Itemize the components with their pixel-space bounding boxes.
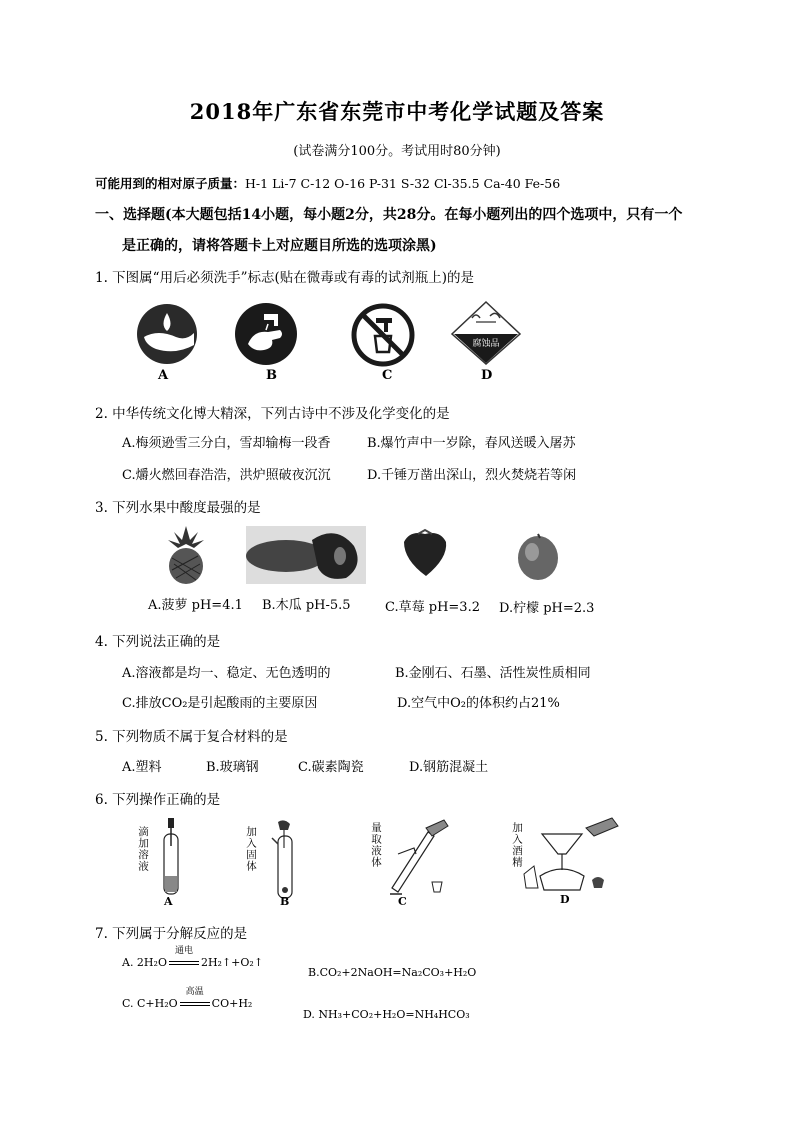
section-heading-line2: 是正确的，请将答题卡上对应题目所选的选项涂黑) — [122, 238, 437, 254]
sign-b-icon — [234, 302, 298, 366]
q7-a-condition: 通电 — [174, 946, 193, 956]
q6-vlabel-d: 加入酒精 — [511, 822, 523, 868]
q2-option-b: B.爆竹声中一岁除，春风送暖入屠苏 — [367, 436, 576, 451]
q2-option-d: D.千锤万凿出深山，烈火焚烧若等闲 — [367, 468, 577, 483]
sign-c-icon — [350, 302, 416, 368]
q4-option-a: A.溶液都是均一、稳定、无色透明的 — [122, 666, 331, 681]
q7-option-c — [122, 987, 253, 1010]
q2-stem: 2. 中华传统文化博大精深，下列古诗中不涉及化学变化的是 — [95, 406, 450, 422]
q6-vlabel-a: 滴加溶液 — [137, 826, 149, 872]
papaya-icon — [246, 526, 366, 584]
section-heading-line1: 一、选择题(本大题包括14小题，每小题2分，共28分。在每小题列出的四个选项中，只有一个 — [95, 207, 683, 223]
q7-a-arrow — [167, 946, 201, 969]
q5-option-c: C.碳素陶瓷 — [298, 760, 364, 775]
q7-c-reactant: C. C+H₂O — [122, 997, 178, 1010]
sign-d-icon — [450, 300, 522, 366]
q5-option-b: B.玻璃钢 — [206, 760, 259, 775]
q3-stem: 3. 下列水果中酸度最强的是 — [95, 500, 261, 516]
q3-option-a: A.菠萝 pH=4.1 — [148, 598, 243, 613]
q4-stem: 4. 下列说法正确的是 — [95, 634, 221, 650]
q5-option-a: A.塑料 — [122, 760, 162, 775]
atomic-masses — [95, 174, 560, 192]
q7-option-b: B.CO₂+2NaOH=Na₂CO₃+H₂O — [308, 966, 477, 979]
sign-a-icon — [136, 303, 198, 365]
q6-label-b: B — [280, 895, 290, 908]
sign-d-text: 腐蚀品 — [472, 339, 500, 349]
q5-option-d: D.钢筋混凝土 — [409, 760, 489, 775]
q7-stem: 7. 下列属于分解反应的是 — [95, 926, 248, 942]
q7-c-arrow — [178, 987, 212, 1010]
q3-option-c: C.草莓 pH=3.2 — [385, 600, 480, 615]
lemon-icon — [514, 532, 562, 582]
q4-option-b: B.金刚石、石墨、活性炭性质相同 — [395, 666, 591, 681]
page-title: 2018年广东省东莞市中考化学试题及答案 — [189, 99, 605, 124]
q2-option-c: C.爝火燃回春浩浩，洪炉照破夜沉沉 — [122, 468, 331, 483]
q7-a-products: 2H₂↑+O₂↑ — [200, 956, 264, 969]
q7-c-products: CO+H₂ — [211, 997, 253, 1010]
q2-option-a: A.梅须逊雪三分白，雪却输梅一段香 — [122, 436, 331, 451]
q7-a-equals-line — [169, 961, 199, 965]
q1-label-c: C — [382, 368, 393, 383]
q4-option-c: C.排放CO₂是引起酸雨的主要原因 — [122, 696, 318, 711]
q6-label-d: D — [560, 893, 570, 906]
atomic-masses-values: H-1 Li-7 C-12 O-16 P-31 S-32 Cl-35.5 Ca-40 Fe-56 — [245, 176, 561, 191]
q1-stem: 1. 下图属“用后必须洗手”标志(贴在微毒或有毒的试剂瓶上)的是 — [95, 270, 475, 286]
q1-label-b: B — [266, 368, 277, 383]
q6-label-c: C — [398, 895, 407, 908]
q6-label-a: A — [164, 895, 173, 908]
graduated-cylinder-icon — [386, 818, 456, 898]
q7-c-condition: 高温 — [185, 987, 204, 997]
q6-stem: 6. 下列操作正确的是 — [95, 792, 221, 808]
solid-into-tube-icon — [268, 818, 302, 900]
strawberry-icon — [400, 528, 450, 578]
q7-option-d: D. NH₃+CO₂+H₂O=NH₄HCO₃ — [303, 1008, 470, 1021]
q7-a-reactant: A. 2H₂O — [122, 956, 167, 969]
alcohol-lamp-funnel-icon — [524, 818, 630, 898]
q1-label-d: D — [481, 368, 493, 383]
q6-vlabel-b: 加入固体 — [245, 826, 257, 872]
q1-label-a: A — [158, 368, 169, 383]
atomic-masses-label: 可能用到的相对原子质量： — [95, 176, 246, 191]
q7-c-equals-line — [180, 1002, 210, 1006]
q3-option-d: D.柠檬 pH=2.3 — [499, 601, 595, 616]
q3-option-b: B.木瓜 pH-5.5 — [262, 598, 351, 613]
exam-info: (试卷满分100分。考试用时80分钟) — [293, 144, 501, 159]
q5-stem: 5. 下列物质不属于复合材料的是 — [95, 729, 288, 745]
q6-vlabel-c: 量取液体 — [370, 822, 382, 868]
q7-option-a — [122, 946, 264, 969]
pineapple-icon — [164, 526, 208, 584]
dropper-tube-icon — [156, 818, 186, 898]
q4-option-d: D.空气中O₂的体积约占21% — [397, 696, 560, 711]
